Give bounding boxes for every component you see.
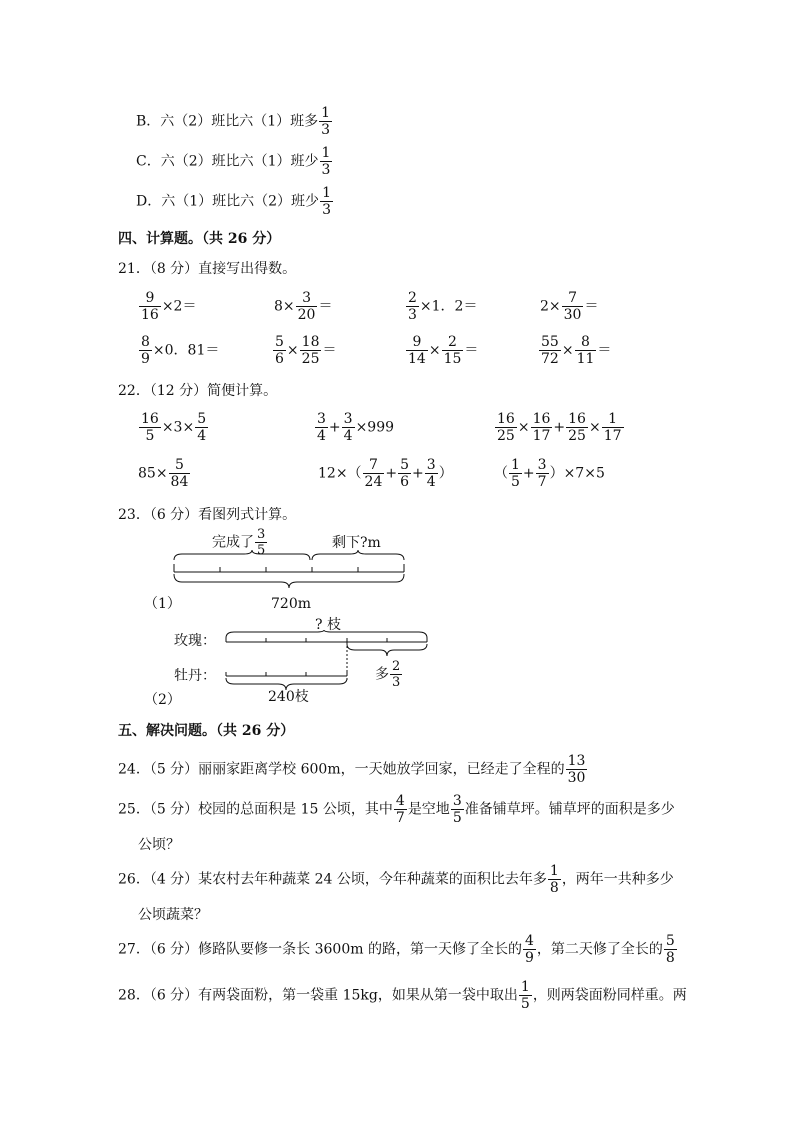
q21-item: $\frac{8}{9}$ ×0．81＝ <box>141 334 220 367</box>
diagram1-done-label: 完成了 $\frac{3}{5}$ <box>212 527 266 558</box>
diagram2-index: （2） <box>144 692 181 708</box>
diagram2-base-label: 240枝 <box>268 689 309 705</box>
q27: 27．（6 分）修路队要修一条长 3600m 的路，第一天修了全长的 $\frac{4}{9}$ ，第二天修了全长的 $\frac{5}{8}$ <box>118 933 675 966</box>
diagram1-total-label: 720m <box>271 596 311 612</box>
brace-peony <box>226 678 347 690</box>
q22-item: $\frac{16}{25}$ × $\frac{16}{17}$ + $\frac{16}{25}$ × $\frac{1}{17}$ <box>497 411 622 444</box>
q24: 24．（5 分）丽丽家距离学校 600m，一天她放学回家，已经走了全程的 $\frac{13}{30}$ <box>118 753 586 786</box>
q22-item: $\frac{3}{4}$ + $\frac{3}{4}$ ×999 <box>317 411 395 444</box>
q21-item: $\frac{55}{72}$ × $\frac{8}{11}$ ＝ <box>541 334 612 367</box>
q22-label: 22．（12 分）简便计算。 <box>118 383 278 399</box>
section-5-title: 五、解决问题。（共 26 分） <box>118 723 295 739</box>
q22-item: $\frac{16}{5}$ ×3× $\frac{5}{4}$ <box>141 411 207 444</box>
diagram1-line-segment <box>160 550 420 600</box>
option-b: B．六（2）班比六（1）班多 $\frac{1}{3}$ <box>136 105 331 138</box>
option-d: D．六（1）班比六（2）班少 $\frac{1}{3}$ <box>136 185 331 218</box>
q25: 25．（5 分）校园的总面积是 15 公顷，其中 $\frac{4}{7}$ 是空地 $\frac{3}{5}$ 准备铺草坪。铺草坪的面积是多少 <box>118 793 675 826</box>
q21-item: $\frac{9}{16}$ ×2＝ <box>141 290 197 323</box>
brace-rose <box>226 630 427 638</box>
q21-item: $\frac{2}{3}$ ×1．2＝ <box>408 290 478 323</box>
diagram2-rose-label: 玫瑰： <box>174 633 216 649</box>
diagram2-more-label: 多 $\frac{2}{3}$ <box>375 659 401 690</box>
fraction: $\frac{1}{3}$ <box>322 185 331 218</box>
fraction: $\frac{1}{3}$ <box>321 145 331 178</box>
diagram1-index: （1） <box>144 596 181 612</box>
diagram2-line-segments <box>220 630 440 692</box>
diagram2-question: ? 枝 <box>315 617 341 633</box>
q21-item: 2× $\frac{7}{30}$ ＝ <box>540 290 599 323</box>
option-c: C．六（2）班比六（1）班少 $\frac{1}{3}$ <box>136 145 331 178</box>
brace-more <box>347 644 427 656</box>
q21-label: 21．（8 分）直接写出得数。 <box>118 261 297 277</box>
brace-done <box>174 550 310 560</box>
brace-total <box>174 574 404 588</box>
q22-item: 12×（ $\frac{7}{24}$ + $\frac{5}{6}$ + $\frac{3}{4}$ ） <box>318 457 453 490</box>
diagram1-rest-label: 剩下?m <box>332 535 381 551</box>
q21-item: $\frac{5}{6}$ × $\frac{18}{25}$ ＝ <box>275 334 337 367</box>
q21-item: $\frac{9}{14}$ × $\frac{2}{15}$ ＝ <box>408 334 479 367</box>
q28: 28．（6 分）有两袋面粉，第一袋重 15kg，如果从第一袋中取出 $\frac{1}{5}$ ，则两袋面粉同样重。两 <box>118 979 687 1012</box>
q21-item: 8× $\frac{3}{20}$ ＝ <box>274 290 333 323</box>
q25-line2: 公顷？ <box>138 837 180 853</box>
q22-item: 85× $\frac{5}{84}$ <box>138 457 189 490</box>
q26: 26．（4 分）某农村去年种蔬菜 24 公顷，今年种蔬菜的面积比去年多 $\frac{1}{8}$ ，两年一共种多少 <box>118 863 674 896</box>
q22-item: （ $\frac{1}{5}$ + $\frac{3}{7}$ ）×7×5 <box>494 457 605 490</box>
brace-rest <box>312 550 404 560</box>
section-4-title: 四、计算题。（共 26 分） <box>118 231 281 247</box>
q23-label: 23．（6 分）看图列式计算。 <box>118 507 297 523</box>
q26-line2: 公顷蔬菜？ <box>138 907 208 923</box>
fraction: $\frac{1}{3}$ <box>321 105 331 138</box>
diagram2-peony-label: 牡丹： <box>174 668 216 684</box>
